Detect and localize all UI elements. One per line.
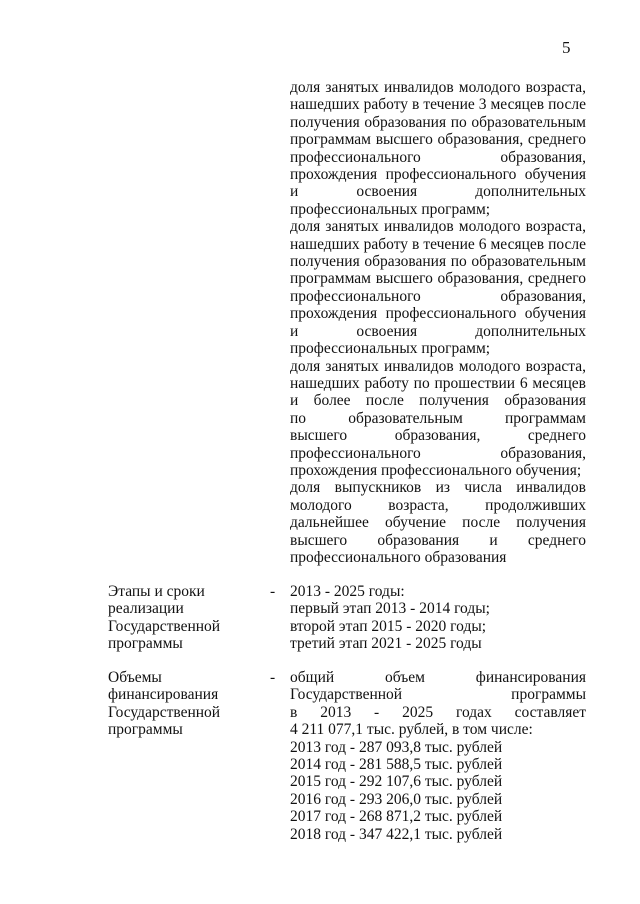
indicator-line: профессиональных программ; — [290, 200, 491, 218]
indicator-line: нашедших работу в течение 6 месяцев после — [290, 235, 586, 253]
indicators-text — [290, 79, 586, 566]
stages-label-line: Государственной — [108, 617, 221, 635]
indicator-line: по образовательным программам — [290, 409, 586, 427]
indicator-line: доля выпускников из числа инвалидов — [290, 479, 586, 497]
indicator-line: высшего образования и среднего — [290, 531, 586, 549]
stages-label-line: Этапы и сроки — [108, 583, 205, 600]
funding-label-line: финансирования — [108, 686, 219, 704]
indicator-line: молодого возраста, продолживших — [290, 496, 586, 514]
indicator-line: высшего образования, среднего — [290, 427, 586, 445]
funding-line: 4 211 077,1 тыс. рублей, в том числе: — [290, 721, 533, 739]
funding-line: 2015 год - 292 107,6 тыс. рублей — [290, 773, 503, 791]
indicator-line: дальнейшее обучение после получения — [290, 514, 586, 532]
stages-text — [290, 583, 586, 653]
funding-line: 2016 год - 293 206,0 тыс. рублей — [290, 790, 503, 808]
indicator-line: программам высшего образования, среднего — [290, 270, 586, 288]
stages-line: третий этап 2021 - 2025 годы — [290, 635, 482, 653]
funding-line: 2014 год - 281 588,5 тыс. рублей — [290, 756, 503, 774]
stages-line: первый этап 2013 - 2014 годы; — [290, 600, 490, 618]
funding-label — [108, 669, 258, 739]
funding-line: 2018 год - 347 422,1 тыс. рублей — [290, 825, 503, 843]
funding-line: общий объем финансирования — [290, 669, 586, 686]
indicator-line: и освоения дополнительных — [290, 183, 586, 201]
indicator-line: нашедших работу в течение 3 месяцев после — [290, 96, 586, 114]
stages-line: 2013 - 2025 годы: — [290, 583, 405, 600]
indicator-line: доля занятых инвалидов молодого возраста, — [290, 79, 586, 96]
indicator-line: прохождения профессионального обучения; — [290, 461, 582, 479]
funding-line: в 2013 - 2025 годах составляет — [290, 703, 586, 721]
stages-label-line: реализации — [108, 600, 184, 618]
indicator-line: профессиональных программ; — [290, 340, 491, 358]
page-number: 5 — [562, 38, 571, 57]
funding-label-line: Объемы — [108, 669, 162, 686]
funding-label-line: программы — [108, 721, 183, 739]
funding-line: 2017 год - 268 871,2 тыс. рублей — [290, 808, 503, 826]
indicator-line: получения образования по образовательным — [290, 253, 586, 271]
indicator-line: профессионального образования, — [290, 148, 586, 166]
indicator-line: профессионального образования — [290, 548, 507, 566]
funding-label-line: Государственной — [108, 703, 221, 721]
indicator-line: профессионального образования, — [290, 287, 586, 305]
indicator-line: доля занятых инвалидов молодого возраста, — [290, 357, 586, 375]
funding-line: 2013 год - 287 093,8 тыс. рублей — [290, 738, 503, 756]
indicator-line: прохождения профессионального обучения — [290, 305, 586, 323]
indicator-line: нашедших работу по прошествии 6 месяцев — [290, 374, 586, 392]
stages-label — [108, 583, 258, 653]
indicator-line: и более после получения образования — [290, 392, 586, 410]
funding-dash: - — [270, 669, 276, 686]
indicator-line: получения образования по образовательным — [290, 113, 586, 131]
indicator-line: доля занятых инвалидов молодого возраста, — [290, 218, 586, 236]
funding-line: Государственной программы — [290, 686, 586, 704]
indicator-line: прохождения профессионального обучения — [290, 166, 586, 184]
stages-line: второй этап 2015 - 2020 годы; — [290, 617, 487, 635]
stages-label-line: программы — [108, 635, 183, 653]
funding-text — [290, 669, 586, 843]
indicator-line: и освоения дополнительных — [290, 322, 586, 340]
stages-dash: - — [270, 583, 276, 600]
indicator-line: программам высшего образования, среднего — [290, 131, 586, 149]
indicator-line: профессионального образования, — [290, 444, 586, 462]
